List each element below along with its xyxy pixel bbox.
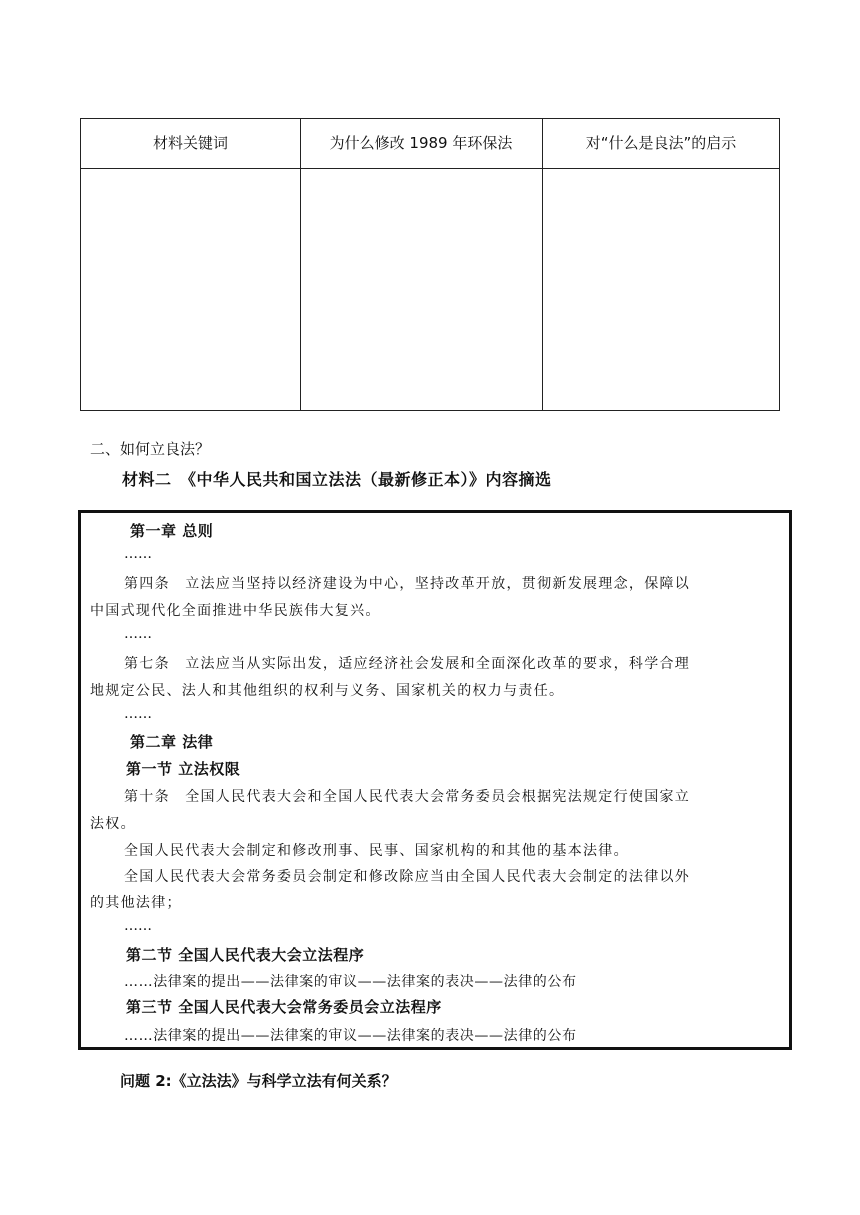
article10-paragraph2: 全国人民代表大会制定和修改刑事、民事、国家机构的和其他的基本法律。 [124, 843, 629, 859]
section1-title: 第一节 立法权限 [126, 760, 241, 778]
section2-body: ……法律案的提出——法律案的审议——法律案的表决——法律的公布 [124, 974, 577, 990]
article4-line1: 第四条 立法应当坚持以经济建设为中心，坚持改革开放，贯彻新发展理念，保障以 [124, 576, 691, 592]
table-header-enlightenment: 对“什么是良法”的启示 [585, 134, 737, 152]
chapter1-title: 第一章 总则 [130, 522, 214, 540]
article10-paragraph3-line2: 的其他法律； [90, 895, 182, 911]
ellipsis: …… [124, 918, 152, 934]
table-header-keywords: 材料关键词 [152, 134, 228, 152]
ellipsis: …… [124, 706, 152, 722]
article10-line1: 第十条 全国人民代表大会和全国人民代表大会常务委员会根据宪法规定行使国家立 [124, 789, 691, 805]
ellipsis: …… [124, 626, 152, 642]
analysis-table [80, 118, 780, 411]
question-2: 问题 2:《立法法》与科学立法有何关系？ [120, 1072, 397, 1090]
material-title: 材料二 《中华人民共和国立法法（最新修正本）》内容摘选 [122, 470, 552, 489]
article10-line2: 法权。 [90, 816, 136, 832]
ellipsis: …… [124, 546, 152, 562]
section2-title: 第二节 全国人民代表大会立法程序 [126, 946, 365, 964]
article10-paragraph3-line1: 全国人民代表大会常务委员会制定和修改除应当由全国人民代表大会制定的法律以外 [124, 869, 691, 885]
table-cell-reason[interactable] [301, 169, 542, 411]
section3-title: 第三节 全国人民代表大会常务委员会立法程序 [126, 998, 442, 1016]
article4-line2: 中国式现代化全面推进中华民族伟大复兴。 [90, 603, 381, 619]
table-header-reason: 为什么修改 1989 年环保法 [329, 134, 513, 152]
section-title: 二、如何立良法？ [90, 440, 211, 458]
article7-line2: 地规定公民、法人和其他组织的权利与义务、国家机关的权力与责任。 [90, 683, 565, 699]
table-cell-keywords[interactable] [81, 169, 300, 411]
table-cell-enlightenment[interactable] [543, 169, 780, 411]
article7-line1: 第七条 立法应当从实际出发，适应经济社会发展和全面深化改革的要求，科学合理 [124, 656, 691, 672]
chapter2-title: 第二章 法律 [130, 733, 214, 751]
section3-body: ……法律案的提出——法律案的审议——法律案的表决——法律的公布 [124, 1028, 577, 1044]
